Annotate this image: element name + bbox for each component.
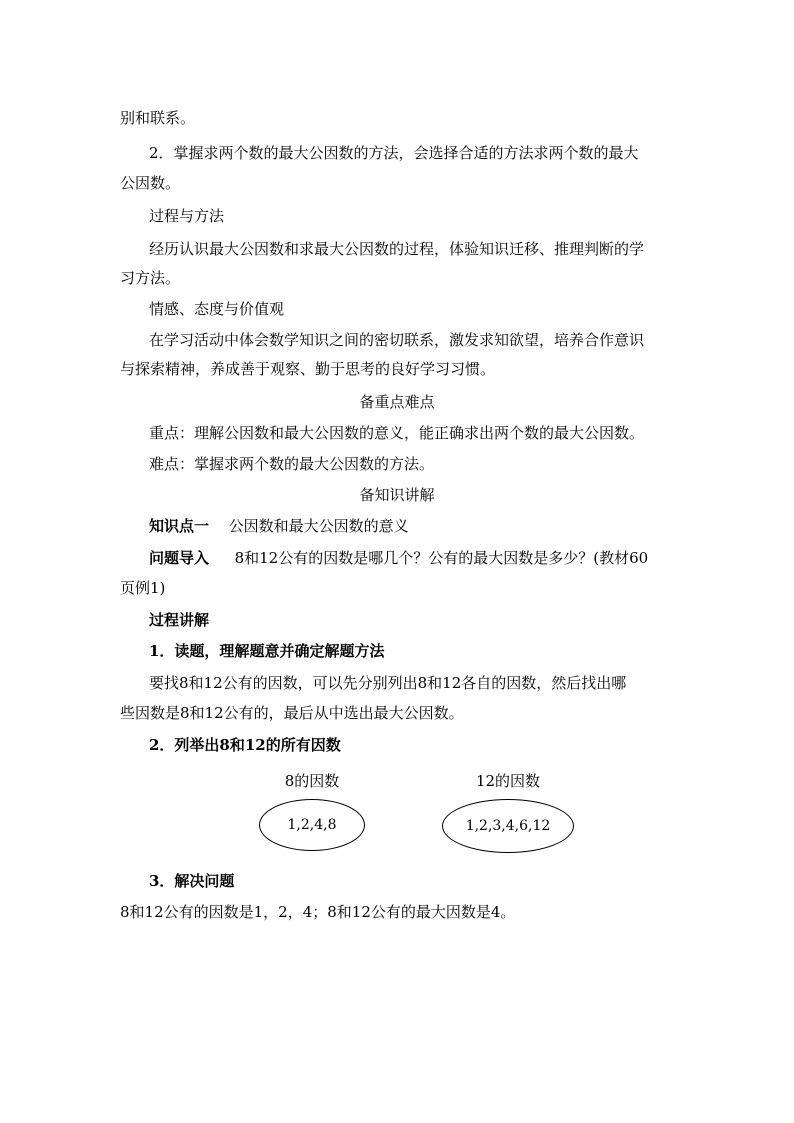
step-1-line: 要找8和12公有的因数，可以先分别列出8和12各自的因数，然后找出哪 [149, 674, 627, 692]
question-intro-label: 问题导入 [149, 549, 210, 567]
step-1-line-cont: 些因数是8和12公有的，最后从中选出最大公因数。 [120, 704, 464, 722]
attitude-line-cont: 与探索精神，养成善于观察、勤于思考的良好学习习惯。 [120, 360, 496, 378]
question-intro-text: 8和12公有的因数是哪几个？公有的最大因数是多少？(教材60 [234, 549, 649, 567]
attitude-line: 在学习活动中体会数学知识之间的密切联系，激发求知欲望，培养合作意识 [149, 331, 645, 349]
section-heading-knowledge: 备知识讲解 [359, 486, 435, 504]
knowledge-point-label: 知识点一 [149, 517, 210, 535]
difficult-point-line: 难点：掌握求两个数的最大公因数的方法。 [149, 455, 435, 473]
factors-of-12-label: 12的因数 [475, 772, 541, 790]
section-heading-key-difficult: 备重点难点 [359, 393, 435, 411]
objective-2-line-cont: 公因数。 [120, 174, 181, 192]
step-2-heading: 2．列举出8和12的所有因数 [149, 736, 341, 754]
step-1-heading: 1．读题，理解题意并确定解题方法 [149, 642, 385, 660]
process-line-cont: 习方法。 [120, 269, 181, 287]
key-point-line: 重点：理解公因数和最大公因数的意义，能正确求出两个数的最大公因数。 [149, 424, 645, 442]
knowledge-point-title: 公因数和最大公因数的意义 [228, 517, 409, 535]
knowledge-point-heading [149, 516, 409, 536]
factors-of-8-label: 8的因数 [284, 772, 340, 790]
heading-process-explanation: 过程讲解 [149, 611, 210, 629]
question-intro-line [149, 548, 648, 568]
step-3-heading: 3．解决问题 [149, 872, 235, 890]
paragraph-line: 别和联系。 [120, 109, 196, 127]
heading-process-method: 过程与方法 [149, 207, 225, 225]
conclusion-line: 8和12公有的因数是1，2，4；8和12公有的最大因数是4。 [120, 903, 516, 921]
heading-attitude-values: 情感、态度与价值观 [149, 300, 285, 318]
factors-of-8-ellipse: 1,2,4,8 [259, 799, 365, 851]
objective-2-line: 2．掌握求两个数的最大公因数的方法，会选择合适的方法求两个数的最大 [149, 144, 639, 162]
process-line: 经历认识最大公因数和求最大公因数的过程，体验知识迁移、推理判断的学 [149, 240, 645, 258]
factors-of-12-ellipse: 1,2,3,4,6,12 [442, 799, 574, 853]
question-intro-line-cont: 页例1) [120, 579, 166, 597]
factors-of-8-diagram [259, 771, 365, 855]
factors-of-12-diagram [442, 771, 574, 857]
